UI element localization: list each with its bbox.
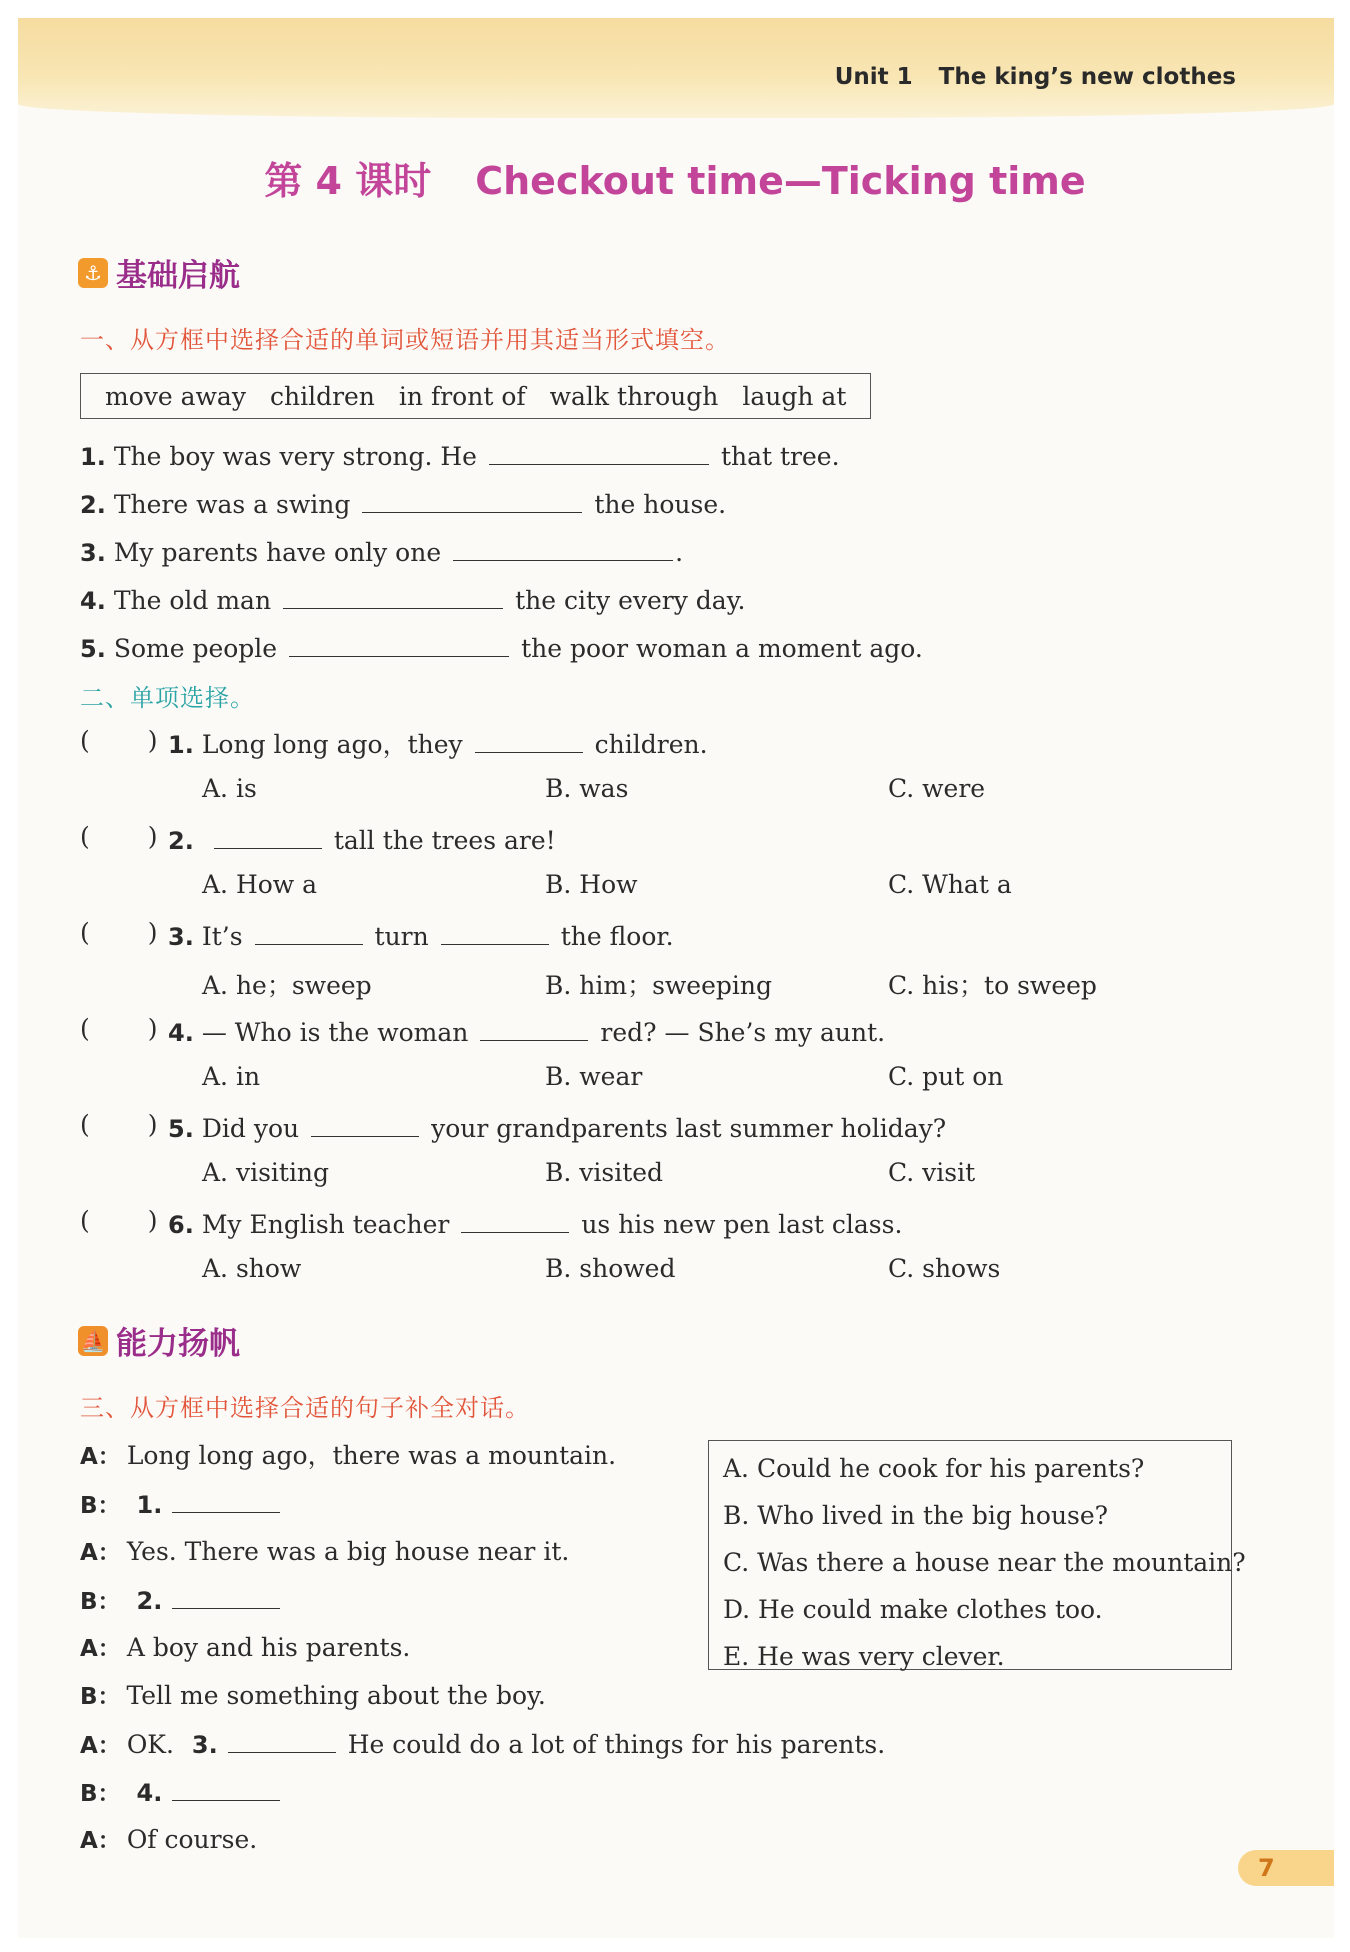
item-number: 2. xyxy=(168,827,194,855)
option-c: C. What a xyxy=(888,870,1012,899)
item-text: the city every day. xyxy=(515,586,746,615)
question-text: Did you xyxy=(201,1114,300,1143)
paren-close: ) xyxy=(147,1206,158,1235)
question-text: the floor. xyxy=(560,922,674,951)
paren-open: ( xyxy=(80,1014,90,1043)
question-text: us his new pen last class. xyxy=(581,1210,903,1239)
mc-question xyxy=(168,822,556,859)
option-c: C. visit xyxy=(888,1158,976,1187)
sentence-choice-box xyxy=(708,1440,1246,1671)
choice-option: E. He was very clever. xyxy=(723,1642,1005,1671)
paren-close: ) xyxy=(147,822,158,851)
answer-parentheses[interactable] xyxy=(80,1110,158,1139)
answer-blank[interactable] xyxy=(461,1206,569,1233)
speaker-label: B： xyxy=(80,1781,121,1807)
item-number: 4. xyxy=(80,587,106,615)
paren-close: ) xyxy=(147,918,158,947)
answer-blank[interactable] xyxy=(362,486,582,513)
dialogue-text: He could do a lot of things for his parents. xyxy=(347,1730,886,1759)
answer-parentheses[interactable] xyxy=(80,726,158,755)
paren-open: ( xyxy=(80,918,90,947)
item-number: 2. xyxy=(136,1587,163,1615)
dialogue-line xyxy=(80,1534,569,1571)
item-number: 3. xyxy=(168,923,194,951)
item-text: Some people xyxy=(113,634,278,663)
answer-parentheses[interactable] xyxy=(80,1206,158,1235)
speaker-label: A： xyxy=(80,1444,121,1470)
page-number: 7 xyxy=(1238,1850,1334,1886)
fill-item xyxy=(80,438,840,475)
fill-item xyxy=(80,630,923,667)
unit-title xyxy=(835,64,1236,90)
dialogue-text: OK. xyxy=(126,1730,174,1759)
dialogue-text: A boy and his parents. xyxy=(126,1633,411,1662)
choice-option: C. Was there a house near the mountain? xyxy=(723,1548,1246,1577)
answer-parentheses[interactable] xyxy=(80,1014,158,1043)
answer-blank[interactable] xyxy=(453,534,673,561)
mc-question xyxy=(168,1110,946,1147)
section-basic-heading xyxy=(78,250,240,295)
paren-open: ( xyxy=(80,1110,90,1139)
answer-blank[interactable] xyxy=(228,1726,336,1753)
item-number: 2. xyxy=(80,491,106,519)
paren-open: ( xyxy=(80,822,90,851)
question-text: children. xyxy=(594,730,708,759)
answer-blank[interactable] xyxy=(489,438,709,465)
option-b: B. him；sweeping xyxy=(545,971,772,1000)
lesson-name: Checkout time—Ticking time xyxy=(475,159,1086,203)
item-number: 3. xyxy=(191,1731,218,1759)
answer-blank[interactable] xyxy=(441,918,549,945)
option-c: C. his；to sweep xyxy=(888,971,1097,1000)
word-option: children xyxy=(269,381,375,411)
part1-heading: 一、从方框中选择合适的单词或短语并用其适当形式填空。 xyxy=(80,326,730,354)
answer-blank[interactable] xyxy=(214,822,322,849)
question-text: turn xyxy=(374,922,429,951)
fill-item xyxy=(80,582,745,619)
speaker-label: A： xyxy=(80,1540,121,1566)
answer-parentheses[interactable] xyxy=(80,822,158,851)
dialogue-line xyxy=(80,1774,292,1812)
word-option: move away xyxy=(105,381,246,411)
choice-option: A. Could he cook for his parents? xyxy=(723,1454,1145,1483)
dialogue-line xyxy=(80,1726,885,1764)
option-a: A. visiting xyxy=(202,1158,330,1187)
item-text: There was a swing xyxy=(113,490,351,519)
item-text: The old man xyxy=(113,586,272,615)
choice-option: B. Who lived in the big house? xyxy=(723,1501,1109,1530)
option-c: C. shows xyxy=(888,1254,1001,1283)
word-option: walk through xyxy=(549,381,719,411)
lesson-number: 第 4 课时 xyxy=(264,159,432,203)
option-b: B. visited xyxy=(545,1158,664,1187)
paren-close: ) xyxy=(147,1014,158,1043)
word-option: laugh at xyxy=(742,381,847,411)
answer-blank[interactable] xyxy=(172,1486,280,1513)
question-text: It’s xyxy=(201,922,243,951)
option-a: A. show xyxy=(202,1254,302,1283)
question-text: red? — She’s my aunt. xyxy=(600,1018,886,1047)
speaker-label: A： xyxy=(80,1733,121,1759)
section-ability-heading xyxy=(78,1318,240,1363)
question-text: Long long ago，they xyxy=(201,730,463,759)
paren-open: ( xyxy=(80,1206,90,1235)
mc-question xyxy=(168,918,674,955)
fill-item xyxy=(80,534,683,571)
option-a: A. in xyxy=(202,1062,261,1091)
choice-option: D. He could make clothes too. xyxy=(723,1595,1103,1624)
fill-item xyxy=(80,486,726,523)
dialogue-line xyxy=(80,1630,410,1667)
item-text: that tree. xyxy=(720,442,840,471)
option-a: A. he；sweep xyxy=(202,971,372,1000)
item-number: 1. xyxy=(168,731,194,759)
question-text: your grandparents last summer holiday? xyxy=(431,1114,947,1143)
part2-heading: 二、单项选择。 xyxy=(80,684,255,712)
paren-open: ( xyxy=(80,726,90,755)
question-text: My English teacher xyxy=(201,1210,450,1239)
answer-blank[interactable] xyxy=(283,582,503,609)
item-number: 4. xyxy=(168,1019,194,1047)
unit-name: The king’s new clothes xyxy=(938,64,1236,90)
answer-blank[interactable] xyxy=(172,1774,280,1801)
option-a: A. is xyxy=(202,774,257,803)
item-text: . xyxy=(675,538,684,567)
part3-heading: 三、从方框中选择合适的句子补全对话。 xyxy=(80,1394,530,1422)
answer-parentheses[interactable] xyxy=(80,918,158,947)
option-c: C. put on xyxy=(888,1062,1004,1091)
answer-blank[interactable] xyxy=(255,918,363,945)
speaker-label: B： xyxy=(80,1493,121,1519)
dialogue-line xyxy=(80,1582,292,1620)
option-b: B. wear xyxy=(545,1062,643,1091)
dialogue-text: Yes. There was a big house near it. xyxy=(126,1537,570,1566)
dialogue-line xyxy=(80,1438,616,1475)
dialogue-line xyxy=(80,1678,546,1715)
dialogue-text: Tell me something about the boy. xyxy=(126,1681,546,1710)
speaker-label: B： xyxy=(80,1589,121,1615)
mc-question xyxy=(168,726,708,763)
option-b: B. How xyxy=(545,870,638,899)
lesson-title xyxy=(0,150,1350,205)
dialogue-line xyxy=(80,1486,292,1524)
word-option: in front of xyxy=(398,381,526,411)
paren-close: ) xyxy=(147,726,158,755)
anchor-icon: ⚓ xyxy=(78,258,108,288)
option-a: A. How a xyxy=(202,870,318,899)
mc-question xyxy=(168,1014,885,1051)
item-text: the poor woman a moment ago. xyxy=(521,634,923,663)
item-number: 5. xyxy=(80,635,106,663)
word-box xyxy=(80,373,871,419)
item-number: 1. xyxy=(136,1491,163,1519)
answer-blank[interactable] xyxy=(480,1014,588,1041)
item-number: 6. xyxy=(168,1211,194,1239)
item-text: My parents have only one xyxy=(113,538,442,567)
answer-blank[interactable] xyxy=(311,1110,419,1137)
item-number: 5. xyxy=(168,1115,194,1143)
paren-close: ) xyxy=(147,1110,158,1139)
option-c: C. were xyxy=(888,774,986,803)
item-number: 1. xyxy=(80,443,106,471)
answer-blank[interactable] xyxy=(475,726,583,753)
question-text: — Who is the woman xyxy=(201,1018,469,1047)
option-b: B. showed xyxy=(545,1254,676,1283)
item-text: the house. xyxy=(594,490,727,519)
item-number: 4. xyxy=(136,1779,163,1807)
item-text: The boy was very strong. He xyxy=(113,442,477,471)
section-ability-title: 能力扬帆 xyxy=(116,1326,240,1362)
question-text: tall the trees are! xyxy=(333,826,556,855)
dialogue-text: Long long ago，there was a mountain. xyxy=(126,1441,617,1470)
sail-icon: ⛵ xyxy=(78,1326,108,1356)
dialogue-line xyxy=(80,1822,257,1859)
speaker-label: A： xyxy=(80,1828,121,1854)
option-b: B. was xyxy=(545,774,629,803)
answer-blank[interactable] xyxy=(289,630,509,657)
mc-question xyxy=(168,1206,902,1243)
speaker-label: B： xyxy=(80,1684,121,1710)
item-number: 3. xyxy=(80,539,106,567)
unit-label: Unit 1 xyxy=(834,64,913,90)
answer-blank[interactable] xyxy=(172,1582,280,1609)
section-basic-title: 基础启航 xyxy=(116,258,240,294)
dialogue-text: Of course. xyxy=(126,1825,258,1854)
speaker-label: A： xyxy=(80,1636,121,1662)
